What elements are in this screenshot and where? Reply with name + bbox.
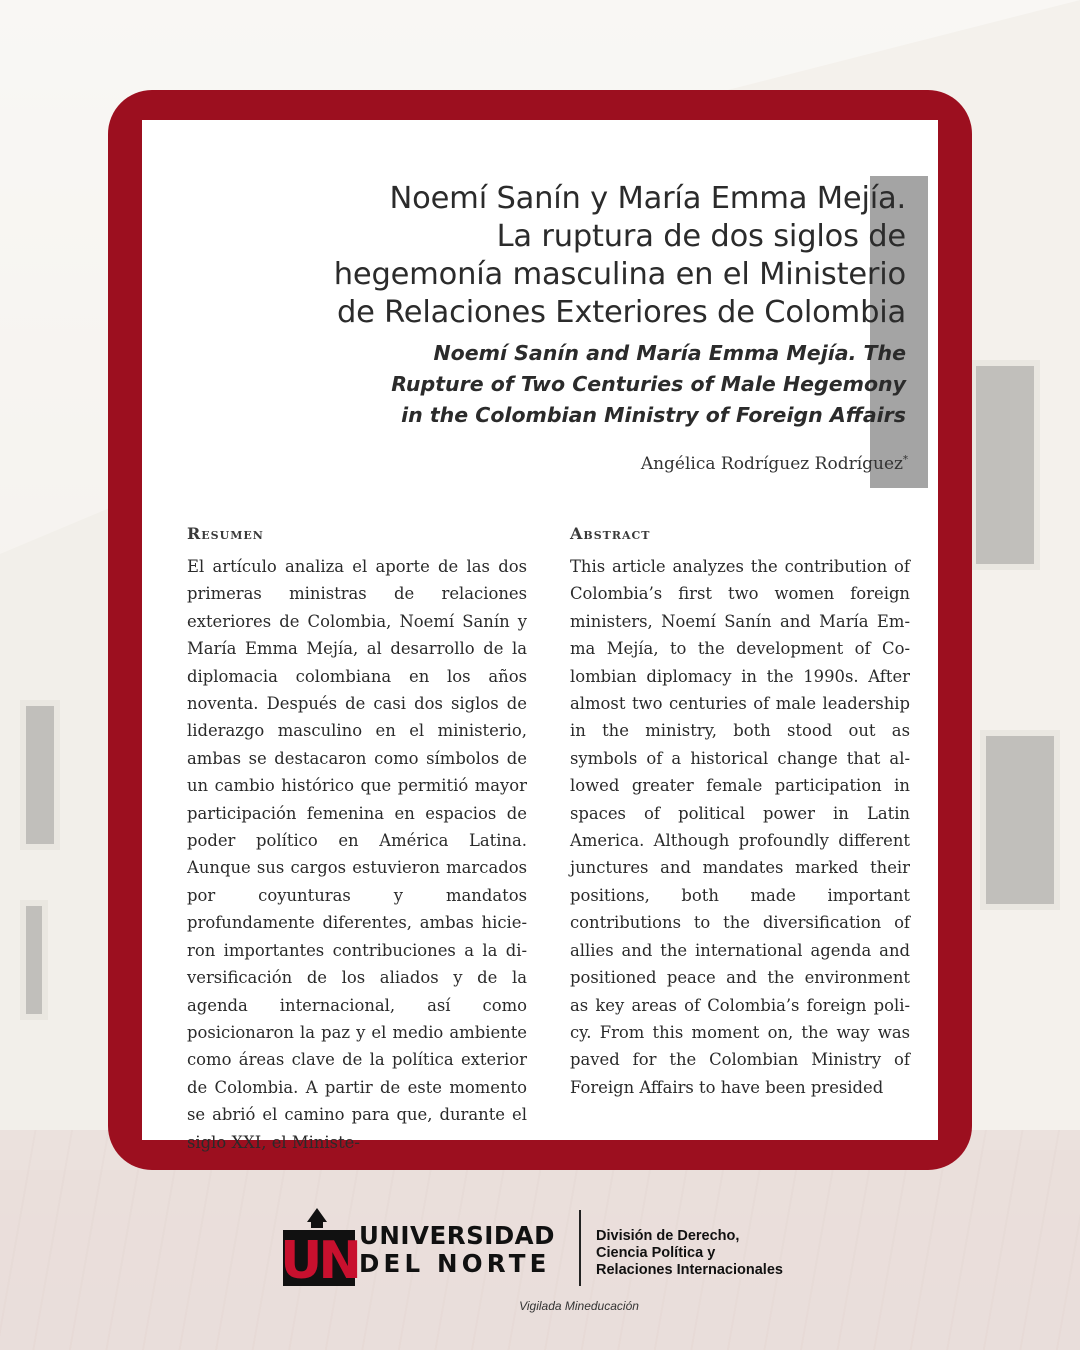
title-es-line: hegemonía masculina en el Ministerio xyxy=(333,257,906,292)
title-en-line: in the Colombian Ministry of Foreign Affairs xyxy=(401,403,906,427)
title-en-line: Rupture of Two Centuries of Male Hegemony xyxy=(391,372,906,396)
division-name xyxy=(596,1228,783,1279)
author-footnote-mark: * xyxy=(903,454,908,466)
title-block xyxy=(162,180,906,431)
abstract-column xyxy=(570,524,910,1101)
author-name xyxy=(641,454,908,474)
resumen-heading: Resumen xyxy=(187,524,264,543)
division-line: Relaciones Internacionales xyxy=(596,1262,783,1278)
vigilada-text: Vigilada Mineducación xyxy=(519,1299,639,1313)
un-logo-icon xyxy=(280,1208,358,1291)
abstract-heading: Abstract xyxy=(570,524,651,543)
logo-letters: UN xyxy=(280,1231,358,1291)
document-page xyxy=(142,120,938,1152)
title-es-line: de Relaciones Exteriores de Colombia xyxy=(336,295,906,330)
title-es-line: La ruptura de dos siglos de xyxy=(496,219,906,254)
title-en-line: Noemí Sanín and María Emma Mejía. The xyxy=(433,341,906,365)
university-line2: DEL NORTE xyxy=(359,1249,551,1278)
university-line1: UNIVERSIDAD xyxy=(359,1221,555,1250)
title-spanish xyxy=(162,180,906,332)
division-line: Ciencia Política y xyxy=(596,1245,716,1261)
logo-divider xyxy=(579,1210,581,1286)
author-text: Angélica Rodríguez Rodríguez xyxy=(640,454,903,474)
title-english xyxy=(162,338,906,431)
division-line: División de Derecho, xyxy=(596,1228,740,1244)
university-name xyxy=(359,1222,555,1278)
resumen-text: El artículo analiza el aporte de las dos primeras ministras de relaciones exteriores de Colombia, Noemí Sanín y María Emma Mejía, al desarrollo de la diplomacia colombiana en los años noventa. Después de casi dos siglos de liderazgo masculino en el ministerio, ambas se destacaron como símbolos de un cambio histórico que permitió mayor participación femenina en espacios de poder político en América Latina. Aunque sus cargos estuvieron marcados por coyunturas y mandatos profundamente diferentes, ambas hicieron importantes contribuciones a la diversificación de los aliados y de la agenda internacional, así como posicionaron la paz y el medio ambiente como áreas clave de la política exterior de Colombia. A partir de este momento se abrió el camino para que, durante el siglo XXI, el Ministe- xyxy=(187,557,527,1152)
abstract-text: This article analyzes the contribution of Colombia’s first two women foreign ministers, Noemí Sanín and María Emma Mejía, to the development of Colombian diplomacy in the 1990s. After almost two centuries of male leadership in the ministry, both stood out as symbols of a historical change that allowed greater female participation in spaces of political power in Latin America. Although profoundly different junctures and mandates marked their positions, both made important contributions to the diversification of allies and the international agenda and positioned peace and the environment as key areas of Colombia’s foreign policy. From this moment on, the way was paved for the Colombian Ministry of Foreign Affairs to have been presided xyxy=(570,557,910,1097)
title-es-line: Noemí Sanín y María Emma Mejía. xyxy=(389,181,906,216)
resumen-column xyxy=(187,524,527,1156)
university-logo xyxy=(280,1208,823,1291)
